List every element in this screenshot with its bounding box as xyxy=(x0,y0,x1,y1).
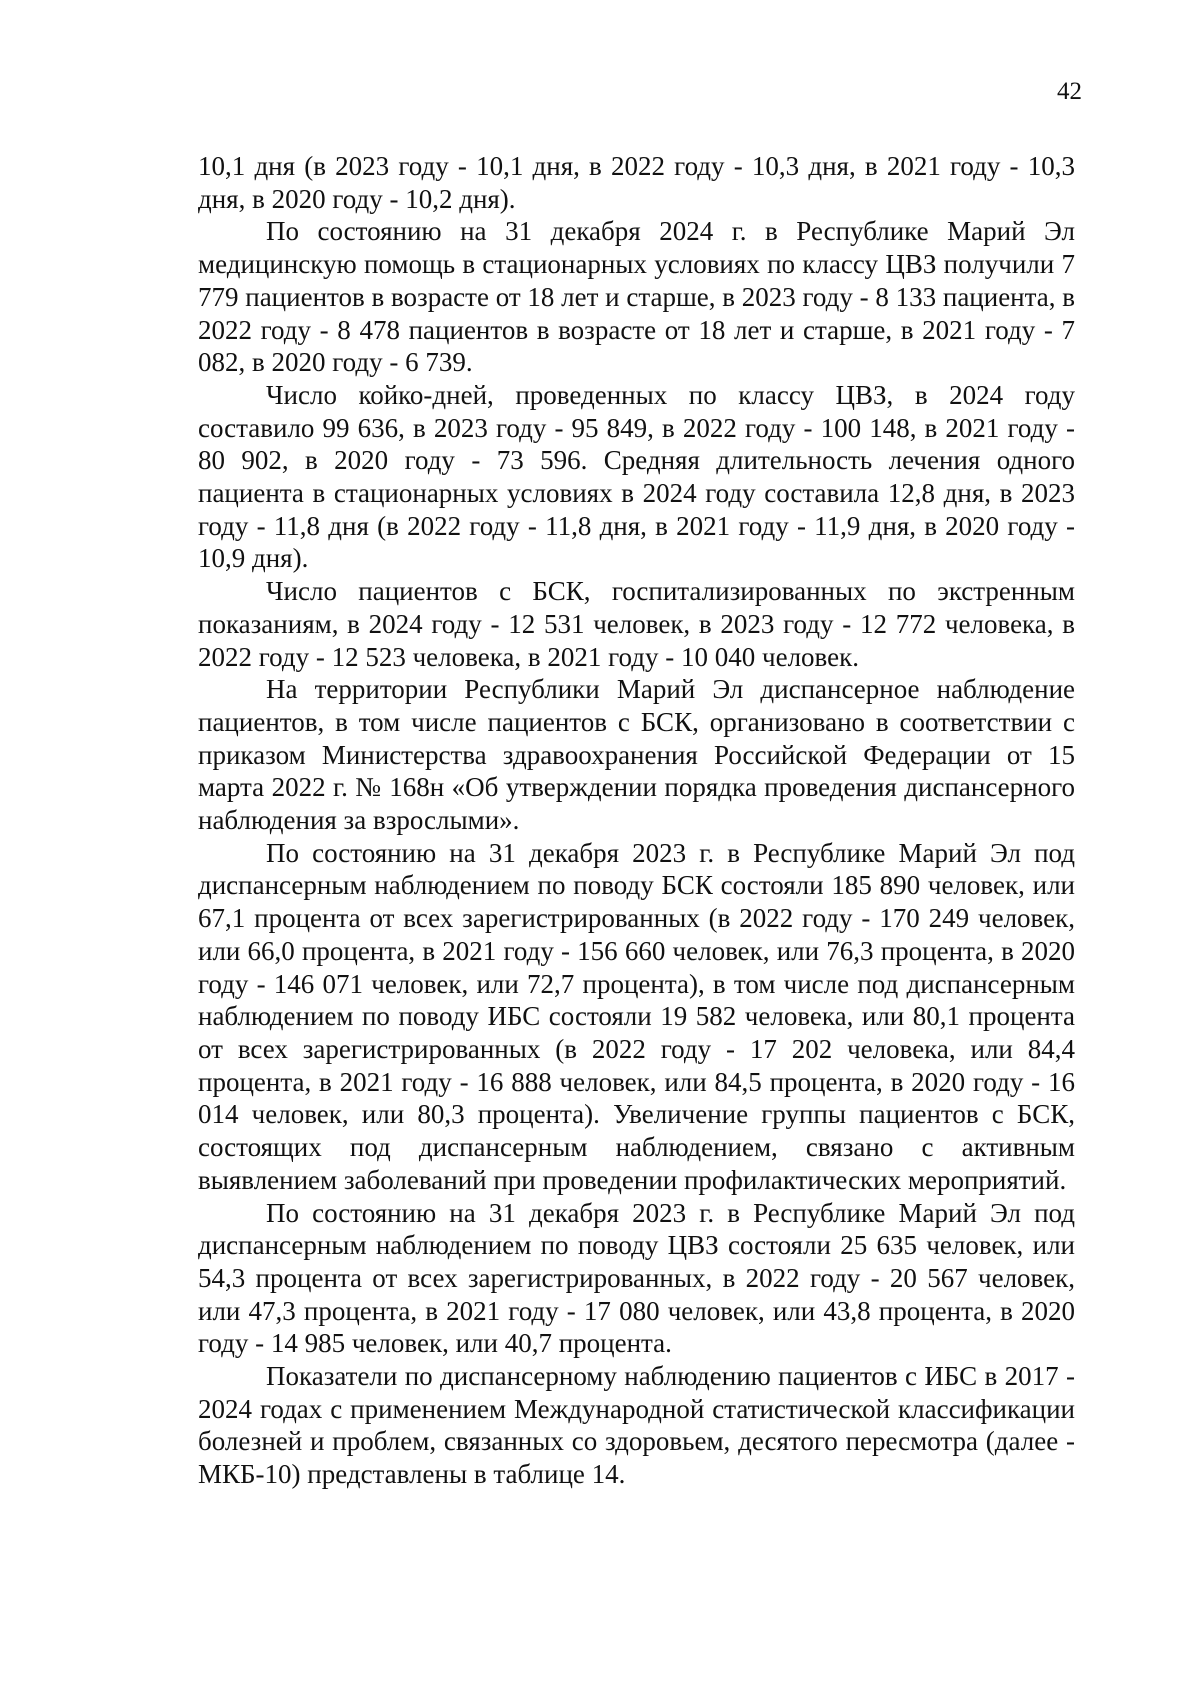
paragraph-emergency-hospitalizations: Число пациентов с БСК, госпитализированных по экстренным показаниям, в 2024 году - 12 531 человек, в 2023 году - 12 772 человека, в 2022 году - 12 523 человека, в 2021 году - 10 040 человек. xyxy=(198,576,1075,672)
paragraph-table-reference: Показатели по диспансерному наблюдению пациентов с ИБС в 2017 - 2024 годах с применением Международной статистической классификации болезней и проблем, связанных со здоровьем, десятого пересмотра (далее - МКБ-10) представлены в таблице 14. xyxy=(198,1361,1075,1490)
paragraph-cvd-hospital-patients: По состоянию на 31 декабря 2024 г. в Республике Марий Эл медицинскую помощь в стационарных условиях по классу ЦВЗ получили 7 779 пациентов в возрасте от 18 лет и старше, в 2023 году - 8 133 пациента, в 2022 году - 8 478 пациентов в возрасте от 18 лет и старше, в 2021 году - 7 082, в 2020 году - 6 739. xyxy=(198,216,1075,378)
paragraph-dispensary-cvd: По состоянию на 31 декабря 2023 г. в Республике Марий Эл под диспансерным наблюдением по поводу ЦВЗ состояли 25 635 человек, или 54,3 процента от всех зарегистрированных, в 2022 году - 20 567 человек, или 47,3 процента, в 2021 году - 17 080 человек, или 43,8 процента, в 2020 году - 14 985 человек, или 40,7 процента. xyxy=(198,1197,1075,1359)
paragraph-dispensary-order: На территории Республики Марий Эл диспансерное наблюдение пациентов, в том числе пациентов с БСК, организовано в соответствии с приказом Министерства здравоохранения Российской Федерации от 15 марта 2022 г. № 168н «Об утверждении порядка проведения диспансерного наблюдения за взрослыми». xyxy=(198,674,1075,836)
paragraph-dispensary-bsk: По состоянию на 31 декабря 2023 г. в Республике Марий Эл под диспансерным наблюдением по поводу БСК состояли 185 890 человек, или 67,1 процента от всех зарегистрированных (в 2022 году - 170 249 человек, или 66,0 процента, в 2021 году - 156 660 человек, или 76,3 процента, в 2020 году - 146 071 человек, или 72,7 процента), в том числе под диспансерным наблюдением по поводу ИБС состояли 19 582 человека, или 80,1 процента от всех зарегистрированных (в 2022 году - 17 202 человека, или 84,4 процента, в 2021 году - 16 888 человек, или 84,5 процента, в 2020 году - 16 014 человек, или 80,3 процента). Увеличение группы пациентов с БСК, состоящих под диспансерным наблюдением, связано с активным выявлением заболеваний при проведении профилактических мероприятий. xyxy=(198,837,1075,1195)
paragraph-continuation: 10,1 дня (в 2023 году - 10,1 дня, в 2022 году - 10,3 дня, в 2021 году - 10,3 дня, в 2020 году - 10,2 дня). xyxy=(198,151,1075,214)
page-number: 42 xyxy=(1057,78,1082,105)
paragraph-bed-days: Число койко-дней, проведенных по классу ЦВЗ, в 2024 году составило 99 636, в 2023 году - 95 849, в 2022 году - 100 148, в 2021 году - 80 902, в 2020 году - 73 596. Средняя длительность лечения одного пациента в стационарных условиях в 2024 году составила 12,8 дня, в 2023 году - 11,8 дня (в 2022 году - 11,8 дня, в 2021 году - 11,9 дня, в 2020 году - 10,9 дня). xyxy=(198,379,1075,574)
document-body xyxy=(198,150,1075,1491)
